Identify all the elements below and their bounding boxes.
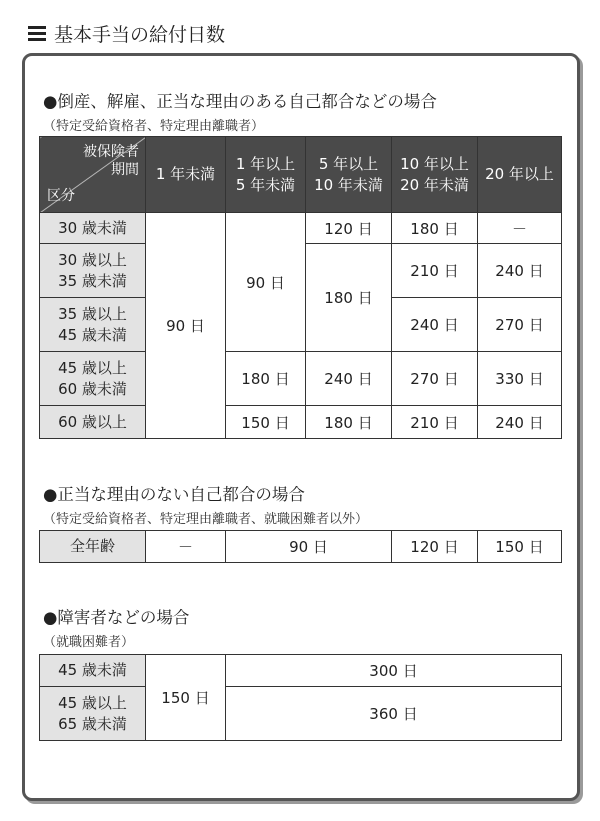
table-cell: 240 日 — [478, 406, 562, 439]
column-header: 1 年以上 5 年未満 — [226, 137, 306, 213]
corner-period-label: 被保険者 期間 — [83, 144, 139, 179]
table-cell: 270 日 — [478, 298, 562, 352]
table-cell: － — [478, 213, 562, 244]
table-cell: 300 日 — [226, 655, 562, 687]
table-cell: 210 日 — [392, 406, 478, 439]
table-cell: 120 日 — [392, 531, 478, 563]
page-title — [28, 20, 225, 47]
table-cell: 240 日 — [306, 352, 392, 406]
table-cell: 150 日 — [146, 655, 226, 741]
table-cell: 180 日 — [306, 244, 392, 352]
table-cell: 360 日 — [226, 687, 562, 741]
table-cell: 120 日 — [306, 213, 392, 244]
column-header: 5 年以上 10 年未満 — [306, 137, 392, 213]
content-panel — [22, 53, 580, 801]
table-cell: 180 日 — [392, 213, 478, 244]
column-header: 1 年未満 — [146, 137, 226, 213]
section3-heading: ●障害者などの場合 — [43, 608, 190, 627]
table-cell: 180 日 — [226, 352, 306, 406]
table-cell: 150 日 — [226, 406, 306, 439]
row-label: 45 歳以上 60 歳未満 — [40, 352, 146, 406]
column-header: 20 年以上 — [478, 137, 562, 213]
disability-table — [39, 654, 562, 741]
benefit-days-table — [39, 136, 562, 439]
table-cell: 150 日 — [478, 531, 562, 563]
row-label: 45 歳以上 65 歳未満 — [40, 687, 146, 741]
section1-heading: ●倒産、解雇、正当な理由のある自己都合などの場合 — [43, 92, 437, 111]
row-label: 30 歳未満 — [40, 213, 146, 244]
table-cell: － — [146, 531, 226, 563]
table-cell: 210 日 — [392, 244, 478, 298]
corner-category-label: 区分 — [47, 188, 75, 205]
row-label: 60 歳以上 — [40, 406, 146, 439]
table-cell: 180 日 — [306, 406, 392, 439]
row-label: 全年齢 — [40, 531, 146, 563]
table-cell: 90 日 — [226, 213, 306, 352]
section1-note: （特定受給資格者、特定理由離職者） — [43, 119, 265, 134]
page-title-text: 基本手当の給付日数 — [54, 24, 226, 46]
column-header: 10 年以上 20 年未満 — [392, 137, 478, 213]
table-cell: 330 日 — [478, 352, 562, 406]
table-corner-header — [40, 137, 146, 213]
table-cell: 270 日 — [392, 352, 478, 406]
row-label: 45 歳未満 — [40, 655, 146, 687]
row-label: 35 歳以上 45 歳未満 — [40, 298, 146, 352]
row-label: 30 歳以上 35 歳未満 — [40, 244, 146, 298]
section2-heading: ●正当な理由のない自己都合の場合 — [43, 485, 305, 504]
table-cell: 240 日 — [392, 298, 478, 352]
section3-note: （就職困難者） — [43, 635, 135, 650]
table-cell: 90 日 — [226, 531, 392, 563]
table-cell: 90 日 — [146, 213, 226, 439]
section2-note: （特定受給資格者、特定理由離職者、就職困難者以外） — [43, 512, 369, 527]
table-cell: 240 日 — [478, 244, 562, 298]
self-convenience-table — [39, 530, 562, 563]
list-icon — [28, 26, 46, 42]
